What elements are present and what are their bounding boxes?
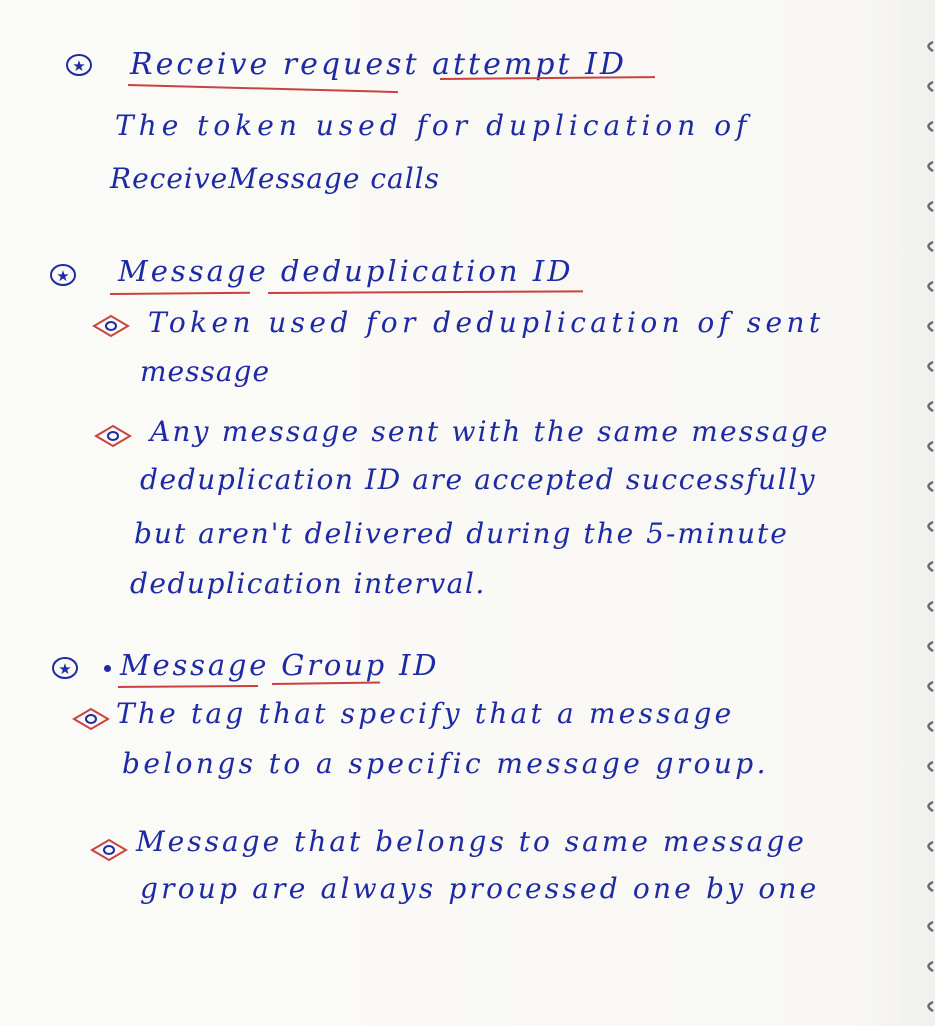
text-line: deduplication interval. — [130, 567, 486, 600]
section-heading-message-deduplication-id: Message deduplication ID — [118, 254, 574, 288]
dot-in-diamond-icon — [90, 312, 132, 340]
heading-underline — [118, 685, 258, 688]
heading-underline — [272, 681, 380, 685]
text-line: message — [140, 355, 271, 388]
section-heading-message-group-id: Message Group ID — [120, 648, 440, 682]
star-in-circle-icon — [64, 52, 94, 78]
dot-in-diamond-icon — [88, 836, 130, 864]
text-line: belongs to a specific message group. — [122, 747, 769, 780]
text-line: ReceiveMessage calls — [110, 162, 440, 195]
heading-underline — [128, 84, 398, 93]
text-line: The token used for duplication of — [115, 109, 752, 142]
dot-in-diamond-icon — [92, 422, 134, 450]
heading-underline — [268, 290, 583, 294]
text-line: but aren't delivered during the 5-minute — [134, 517, 789, 550]
heading-underline — [110, 292, 250, 295]
dot-in-diamond-icon — [70, 705, 112, 733]
text-line: Token used for deduplication of sent — [148, 306, 825, 339]
spiral-binding — [919, 30, 935, 1020]
section-heading-receive-request-attempt-id: Receive request attempt ID — [130, 47, 627, 82]
star-in-circle-icon — [50, 655, 80, 681]
text-line: Message that belongs to same message — [136, 825, 807, 858]
star-in-circle-icon — [48, 262, 78, 288]
svg-text:★: ★ — [56, 267, 70, 285]
text-line: Any message sent with the same message — [150, 415, 830, 448]
bullet-dot-icon — [104, 665, 111, 672]
svg-text:★: ★ — [72, 57, 86, 75]
svg-text:★: ★ — [58, 660, 72, 678]
text-line: group are always processed one by one — [140, 872, 820, 905]
text-line: deduplication ID are accepted successfully — [140, 463, 817, 496]
text-line: The tag that specify that a message — [116, 697, 735, 730]
